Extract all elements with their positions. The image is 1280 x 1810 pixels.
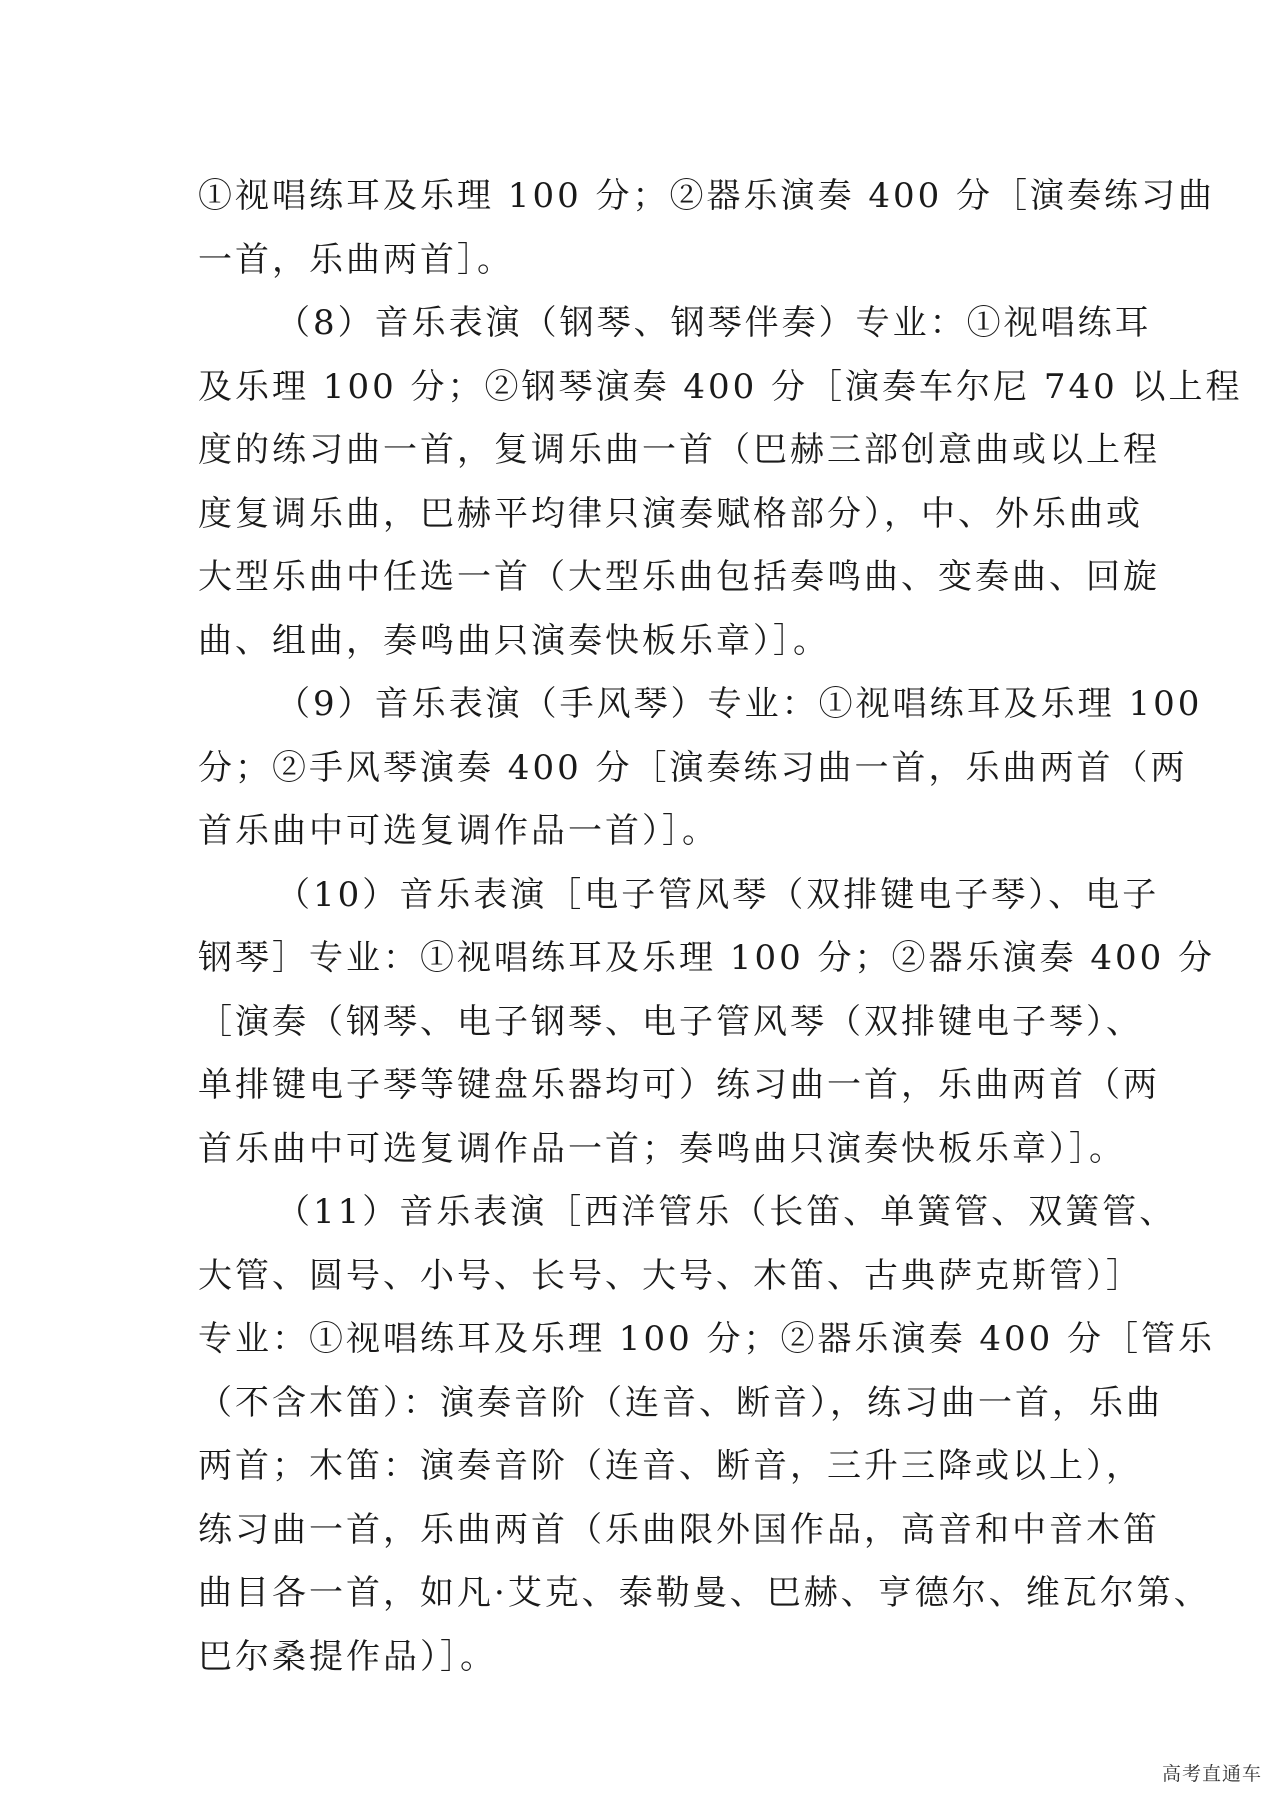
text-line: 首乐曲中可选复调作品一首；奏鸣曲只演奏快板乐章）］。: [198, 1128, 1126, 1169]
text-line: （11）音乐表演［西洋管乐（长笛、单簧管、双簧管、: [276, 1192, 1177, 1232]
text-line: ［演奏（钢琴、电子钢琴、电子管风琴（双排键电子琴）、: [198, 1001, 1143, 1042]
text-line: （8）音乐表演（钢琴、钢琴伴奏）专业：①视唱练耳: [276, 303, 1152, 343]
text-line: 专业：①视唱练耳及乐理 100 分；②器乐演奏 400 分［管乐: [198, 1319, 1216, 1359]
document-body: [198, 165, 1243, 1689]
text-line: ①视唱练耳及乐理 100 分；②器乐演奏 400 分［演奏练习曲: [198, 176, 1216, 216]
text-line: 度的练习曲一首，复调乐曲一首（巴赫三部创意曲或以上程: [198, 430, 1160, 470]
text-line: 及乐理 100 分；②钢琴演奏 400 分［演奏车尔尼 740 以上程: [198, 366, 1243, 407]
text-line: 曲目各一首，如凡·艾克、泰勒曼、巴赫、亨德尔、维瓦尔第、: [198, 1573, 1211, 1613]
text-line: 练习曲一首，乐曲两首（乐曲限外国作品，高音和中音木笛: [198, 1509, 1160, 1550]
text-line: 巴尔桑提作品）］。: [198, 1636, 497, 1677]
text-line: （9）音乐表演（手风琴）专业：①视唱练耳及乐理 100: [276, 684, 1203, 724]
text-line: 单排键电子琴等键盘乐器均可）练习曲一首，乐曲两首（两: [198, 1065, 1160, 1105]
text-line: （10）音乐表演［电子管风琴（双排键电子琴）、电子: [276, 874, 1160, 915]
text-line: （不含木笛）：演奏音阶（连音、断音），练习曲一首，乐曲: [198, 1382, 1163, 1423]
text-line: 度复调乐曲，巴赫平均律只演奏赋格部分），中、外乐曲或: [198, 493, 1143, 534]
watermark: 高考直通车: [1161, 1763, 1262, 1785]
text-line: 大型乐曲中任选一首（大型乐曲包括奏鸣曲、变奏曲、回旋: [198, 557, 1160, 597]
text-line: 大管、圆号、小号、长号、大号、木笛、古典萨克斯管）］: [198, 1255, 1143, 1296]
text-line: 钢琴］专业：①视唱练耳及乐理 100 分；②器乐演奏 400 分: [198, 938, 1216, 978]
text-line: 一首，乐曲两首］。: [198, 239, 514, 280]
text-line: 首乐曲中可选复调作品一首）］。: [198, 811, 719, 851]
text-line: 曲、组曲，奏鸣曲只演奏快板乐章）］。: [198, 620, 830, 661]
text-line: 分；②手风琴演奏 400 分［演奏练习曲一首，乐曲两首（两: [198, 747, 1188, 788]
text-line: 两首；木笛：演奏音阶（连音、断音，三升三降或以上），: [198, 1446, 1143, 1486]
